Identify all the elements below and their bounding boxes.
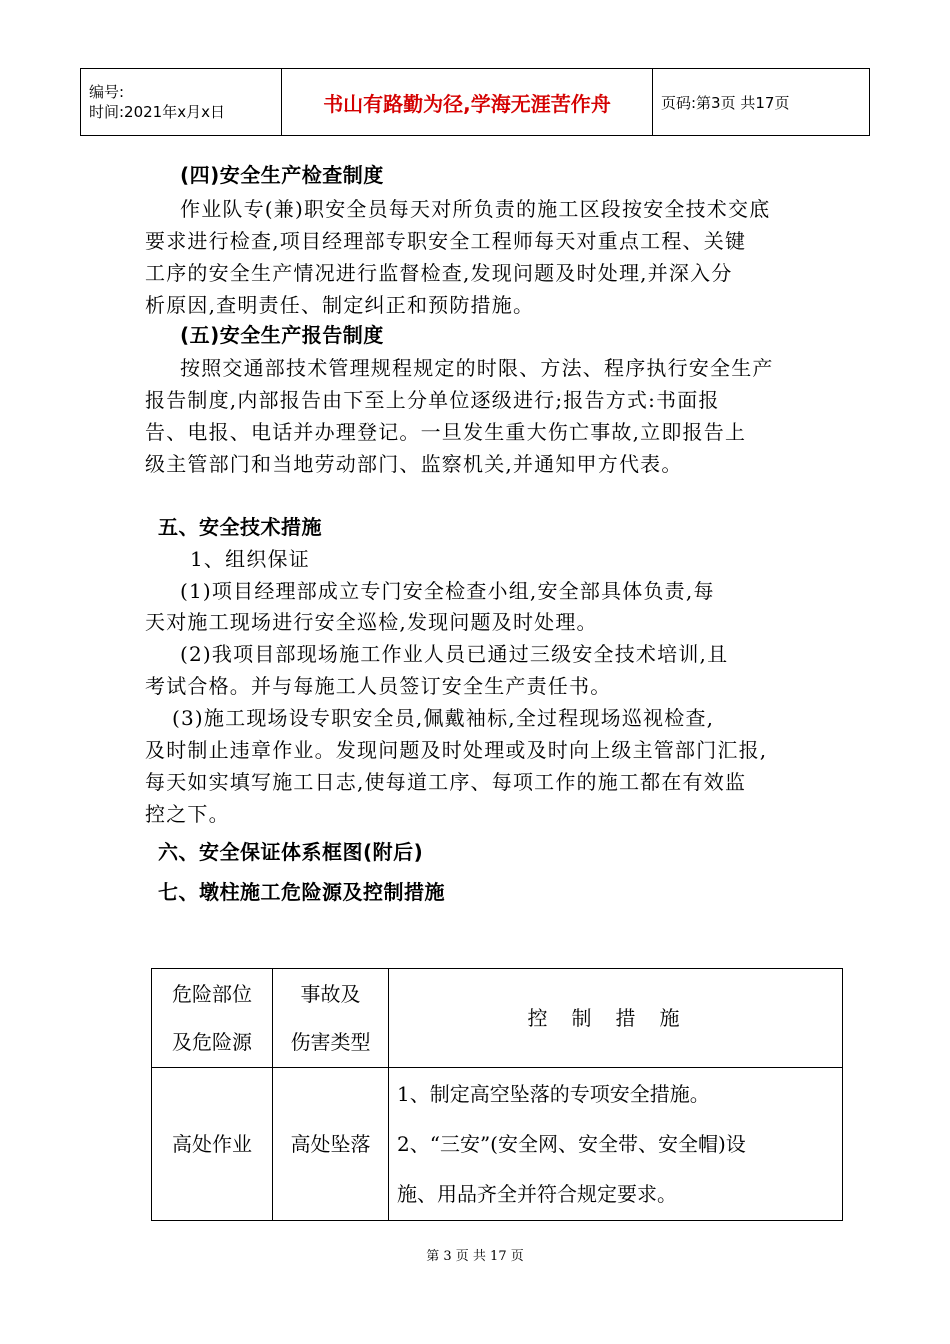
measure-line: 2、“三安”(安全网、安全带、安全帽)设 — [397, 1132, 746, 1156]
header-text: 事故及 — [300, 982, 361, 1006]
paragraph-line: 析原因,查明责任、制定纠正和预防措施。 — [145, 293, 535, 317]
chapter-heading: 六、安全保证体系框图(附后) — [158, 840, 424, 864]
paragraph-line: 控之下。 — [145, 802, 230, 826]
column-header-hazard-location — [152, 969, 273, 1068]
paragraph-line: 考试合格。并与每施工人员签订安全生产责任书。 — [145, 674, 612, 698]
paragraph-line: 作业队专(兼)职安全员每天对所负责的施工区段按安全技术交底 — [180, 197, 771, 221]
accident-type-cell: 高处坠落 — [273, 1068, 389, 1221]
header-page-indicator: 页码:第3页 共17页 — [653, 69, 870, 136]
paragraph-line: 要求进行检查,项目经理部专职安全工程师每天对重点工程、关键 — [145, 229, 747, 253]
document-time-label: 时间:2021年x月x日 — [89, 103, 225, 121]
header-meta-cell — [81, 69, 282, 136]
page-footer: 第 3 页 共 17 页 — [426, 1249, 524, 1264]
header-text: 及危险源 — [172, 1030, 252, 1054]
header-text: 危险部位 — [172, 982, 252, 1006]
paragraph-line: (3)施工现场设专职安全员,佩戴袖标,全过程现场巡视检查, — [172, 706, 715, 730]
paragraph-line: 每天如实填写施工日志,使每道工序、每项工作的施工都在有效监 — [145, 770, 747, 794]
paragraph-line: (1)项目经理部成立专门安全检查小组,安全部具体负责,每 — [180, 579, 715, 603]
header-text: 伤害类型 — [290, 1030, 371, 1054]
table-row — [152, 1068, 843, 1221]
header-text: 控制措施 — [527, 1006, 704, 1030]
paragraph-line: 级主管部门和当地劳动部门、监察机关,并通知甲方代表。 — [145, 452, 683, 476]
section-heading: (五)安全生产报告制度 — [180, 323, 384, 347]
measure-line: 施、用品齐全并符合规定要求。 — [397, 1182, 677, 1206]
paragraph-line: 工序的安全生产情况进行监督检查,发现问题及时处理,并深入分 — [145, 261, 733, 285]
paragraph-line: 天对施工现场进行安全巡检,发现问题及时处理。 — [145, 610, 598, 634]
chapter-heading: 五、安全技术措施 — [158, 515, 322, 539]
hazard-location-cell: 高处作业 — [152, 1068, 273, 1221]
hazard-control-table — [151, 968, 843, 1221]
header-motto: 书山有路勤为径,学海无涯苦作舟 — [282, 69, 653, 136]
chapter-heading: 七、墩柱施工危险源及控制措施 — [158, 880, 445, 904]
section-heading: (四)安全生产检查制度 — [180, 163, 384, 187]
control-measures-cell — [389, 1068, 843, 1221]
subsection-heading: 1、组织保证 — [190, 547, 310, 571]
paragraph-line: 报告制度,内部报告由下至上分单位逐级进行;报告方式:书面报 — [145, 388, 720, 412]
measure-line: 1、制定高空坠落的专项安全措施。 — [397, 1082, 710, 1106]
paragraph-line: 告、电报、电话并办理登记。一旦发生重大伤亡事故,立即报告上 — [145, 420, 747, 444]
table-header-row — [152, 969, 843, 1068]
document-number-label: 编号: — [89, 83, 125, 101]
document-header — [80, 68, 870, 136]
column-header-control-measures — [389, 969, 843, 1068]
paragraph-line: 按照交通部技术管理规程规定的时限、方法、程序执行安全生产 — [180, 356, 774, 380]
paragraph-line: 及时制止违章作业。发现问题及时处理或及时向上级主管部门汇报, — [145, 738, 768, 762]
paragraph-line: (2)我项目部现场施工作业人员已通过三级安全技术培训,且 — [180, 642, 729, 666]
column-header-accident-type — [273, 969, 389, 1068]
